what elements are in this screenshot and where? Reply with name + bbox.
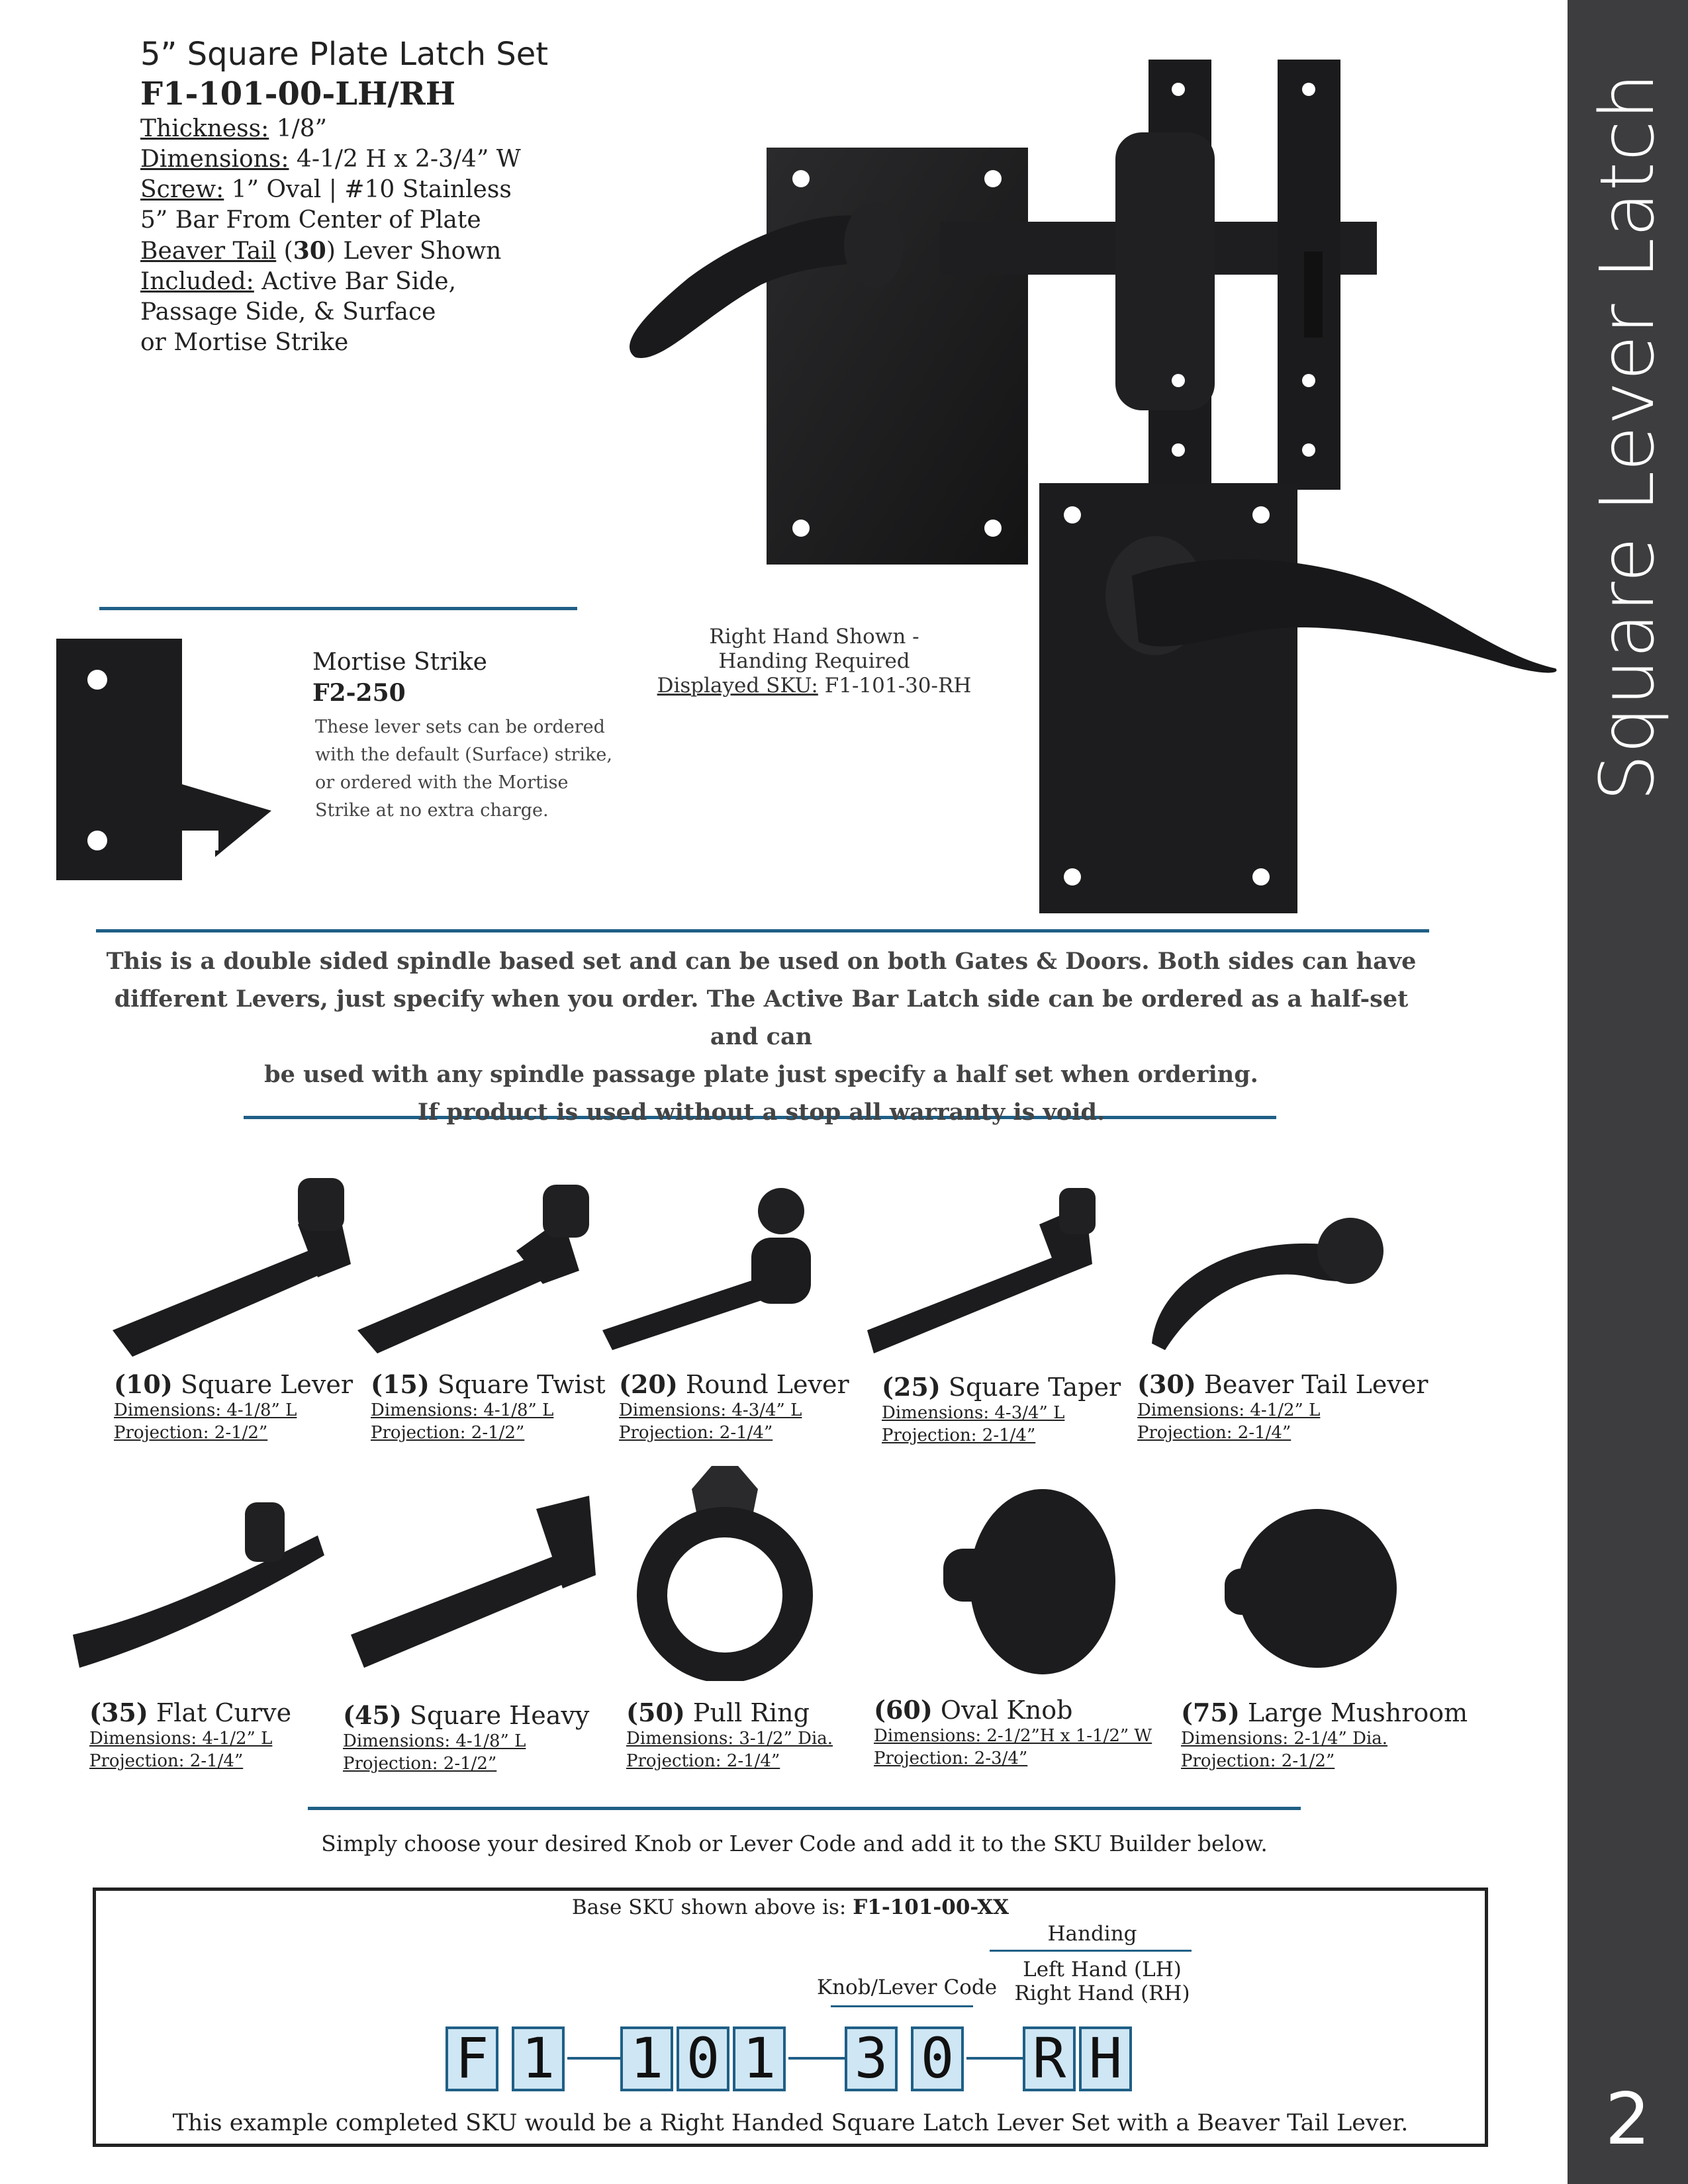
product-projection: Projection: 2-1/4” xyxy=(882,1426,1036,1445)
lever-code: 30 xyxy=(293,237,326,265)
sku-char-cell: R xyxy=(1023,2026,1076,2091)
oval-knob-image xyxy=(930,1476,1129,1681)
product-projection: Projection: 2-1/2” xyxy=(343,1754,497,1774)
square-lever-image xyxy=(99,1165,351,1363)
desc-line: different Levers, just specify when you order. The Active Bar Latch side can be ordered as a half-set and can xyxy=(114,985,1409,1050)
handing-line: Right Hand Shown - xyxy=(709,625,919,649)
lever-label: Beaver Tail xyxy=(140,238,277,265)
product-code: (10) xyxy=(114,1369,173,1399)
product-projection: Projection: 2-1/2” xyxy=(114,1423,268,1443)
base-sku-value: F1-101-00-XX xyxy=(853,1895,1009,1919)
product-projection: Projection: 2-3/4” xyxy=(874,1749,1028,1768)
product-label: Beaver Tail Lever xyxy=(1196,1370,1429,1399)
desc-line: be used with any spindle passage plate just specify a half set when ordering. xyxy=(264,1061,1258,1088)
choose-instructions: Simply choose your desired Knob or Lever Code and add it to the SKU Builder below. xyxy=(321,1831,1268,1856)
product-code: (45) xyxy=(343,1700,402,1730)
product-oval-knob xyxy=(874,1695,1152,1770)
knob-code-underline xyxy=(831,2005,973,2007)
desc-line: These lever sets can be ordered xyxy=(315,717,605,737)
mortise-description xyxy=(315,713,626,825)
spec-value: 4-1/2 H x 2-3/4” W xyxy=(289,146,521,173)
product-dimensions: Dimensions: 4-1/8” L xyxy=(343,1731,526,1751)
handing-line: Handing Required xyxy=(718,649,910,673)
product-projection: Projection: 2-1/2” xyxy=(371,1423,525,1443)
round-lever-image xyxy=(596,1185,847,1363)
left-hand-label: Left Hand (LH) xyxy=(1023,1958,1182,1981)
product-dimensions: Dimensions: 4-3/4” L xyxy=(619,1400,802,1420)
product-dimensions: Dimensions: 3-1/2” Dia. xyxy=(626,1729,833,1749)
product-code: (75) xyxy=(1181,1698,1240,1727)
sku-separator xyxy=(567,2057,620,2060)
spec-label: Screw: xyxy=(140,176,224,203)
included-line: Passage Side, & Surface xyxy=(140,298,436,326)
pull-ring-image xyxy=(626,1456,837,1681)
product-dimensions: Dimensions: 2-1/4” Dia. xyxy=(1181,1729,1388,1749)
product-dimensions: Dimensions: 4-1/2” L xyxy=(89,1729,273,1749)
sku-char-cell: 0 xyxy=(911,2026,964,2091)
sku-char-cell: H xyxy=(1079,2026,1132,2091)
product-name xyxy=(1181,1698,1468,1727)
product-code: (60) xyxy=(874,1695,933,1725)
square-twist-image xyxy=(351,1178,602,1357)
product-square-twist xyxy=(371,1370,635,1444)
lever-shown: ) Lever Shown xyxy=(326,238,502,265)
product-label: Flat Curve xyxy=(148,1698,292,1727)
desc-line: or ordered with the Mortise xyxy=(315,772,569,793)
product-code: (20) xyxy=(619,1369,678,1399)
product-code: (50) xyxy=(626,1698,685,1727)
passage-side-image xyxy=(1033,477,1575,920)
product-name xyxy=(626,1698,891,1727)
included-label: Included: xyxy=(140,268,254,295)
desc-line: This is a double sided spindle based set and can be used on both Gates & Doors. Both sides can have xyxy=(106,948,1417,975)
spec-label: Thickness: xyxy=(140,115,269,142)
product-projection: Projection: 2-1/4” xyxy=(619,1423,773,1443)
mortise-strike-image xyxy=(56,639,281,880)
handing-note xyxy=(649,625,980,698)
product-name xyxy=(114,1370,379,1399)
included-line: or Mortise Strike xyxy=(140,329,349,356)
product-label: Square Heavy xyxy=(401,1701,590,1730)
product-code: (30) xyxy=(1137,1369,1196,1399)
page-number: 2 xyxy=(1605,2078,1651,2161)
sku-separator xyxy=(788,2057,845,2060)
product-name xyxy=(619,1370,884,1399)
flat-curve-image xyxy=(66,1496,331,1681)
square-heavy-image xyxy=(344,1482,609,1674)
product-name xyxy=(371,1370,635,1399)
knob-lever-code-label: Knob/Lever Code xyxy=(816,1976,998,1999)
product-label: Pull Ring xyxy=(684,1698,810,1727)
mortise-title: Mortise Strike xyxy=(312,649,487,676)
product-label: Oval Knob xyxy=(932,1696,1073,1725)
product-name xyxy=(343,1701,608,1730)
product-title: 5” Square Plate Latch Set xyxy=(140,36,549,73)
spec-label: Dimensions: xyxy=(140,146,289,173)
product-label: Large Mushroom xyxy=(1239,1698,1468,1727)
sku-char-cell: 0 xyxy=(677,2026,729,2091)
sku-char-cell: 3 xyxy=(845,2026,898,2091)
product-projection: Projection: 2-1/4” xyxy=(626,1751,780,1771)
spec-bar: 5” Bar From Center of Plate xyxy=(140,206,481,234)
square-taper-image xyxy=(861,1185,1112,1363)
product-square-lever xyxy=(114,1370,379,1444)
sku-char-cell: 1 xyxy=(512,2026,565,2091)
product-pull-ring xyxy=(626,1698,891,1772)
product-code: (35) xyxy=(89,1698,148,1727)
sku-char-cell: F xyxy=(445,2026,498,2091)
product-large-mushroom xyxy=(1181,1698,1468,1772)
divider xyxy=(96,929,1429,933)
displayed-sku-label: Displayed SKU: xyxy=(657,674,818,698)
spec-value: 1” Oval | #10 Stainless xyxy=(224,176,512,203)
product-dimensions: Dimensions: 4-1/8” L xyxy=(371,1400,554,1420)
right-hand-label: Right Hand (RH) xyxy=(1014,1981,1190,2005)
desc-line: Strike at no extra charge. xyxy=(315,800,549,821)
sku-char-cell: 1 xyxy=(620,2026,673,2091)
product-name xyxy=(89,1698,354,1727)
product-projection: Projection: 2-1/4” xyxy=(89,1751,244,1771)
product-dimensions: Dimensions: 2-1/2”H x 1-1/2” W xyxy=(874,1726,1152,1746)
divider xyxy=(99,607,577,610)
product-square-heavy xyxy=(343,1701,608,1775)
product-beaver-tail-lever xyxy=(1137,1369,1429,1444)
handing-label: Handing xyxy=(1047,1922,1137,1946)
product-flat-curve xyxy=(89,1698,354,1772)
lever-paren: ( xyxy=(276,238,293,265)
product-code: (15) xyxy=(371,1369,430,1399)
sku-separator xyxy=(966,2057,1023,2060)
desc-line: If product is used without a stop all warranty is void. xyxy=(417,1099,1105,1126)
large-mushroom-image xyxy=(1211,1496,1397,1674)
product-projection: Projection: 2-1/4” xyxy=(1137,1423,1291,1443)
sku-char-cell: 1 xyxy=(733,2026,786,2091)
product-projection: Projection: 2-1/2” xyxy=(1181,1751,1335,1771)
base-sku xyxy=(0,1895,1581,1919)
product-dimensions: Dimensions: 4-1/8” L xyxy=(114,1400,297,1420)
sidebar-title: Square Lever Latch xyxy=(1585,72,1671,801)
product-label: Square Lever xyxy=(172,1370,353,1399)
product-dimensions: Dimensions: 4-1/2” L xyxy=(1137,1400,1321,1420)
product-square-taper xyxy=(882,1373,1147,1447)
product-name xyxy=(874,1696,1139,1725)
base-sku-prefix: Base SKU shown above is: xyxy=(571,1895,853,1919)
completed-sku-note: This example completed SKU would be a Right Handed Square Latch Lever Set with a Beaver Tail Lever. xyxy=(172,2110,1409,2136)
product-name xyxy=(882,1373,1147,1402)
product-label: Round Lever xyxy=(677,1370,849,1399)
product-code: (25) xyxy=(882,1372,941,1402)
spec-value: 1/8” xyxy=(269,115,328,142)
product-description xyxy=(99,942,1423,1131)
product-sku: F1-101-00-LH/RH xyxy=(140,75,456,113)
desc-line: with the default (Surface) strike, xyxy=(315,745,612,765)
product-dimensions: Dimensions: 4-3/4” L xyxy=(882,1403,1065,1423)
beaver-tail-lever-image xyxy=(1139,1198,1390,1357)
displayed-sku xyxy=(649,674,980,698)
sku-builder-box xyxy=(93,1888,1488,2147)
included-line: Active Bar Side, xyxy=(254,268,457,295)
product-round-lever xyxy=(619,1370,884,1444)
mortise-sku: F2-250 xyxy=(312,679,406,707)
product-label: Square Taper xyxy=(940,1373,1121,1402)
divider xyxy=(308,1807,1301,1810)
handing-underline xyxy=(990,1950,1192,1952)
displayed-sku-value: F1-101-30-RH xyxy=(818,674,972,698)
product-name xyxy=(1137,1369,1429,1399)
product-label: Square Twist xyxy=(429,1370,606,1399)
